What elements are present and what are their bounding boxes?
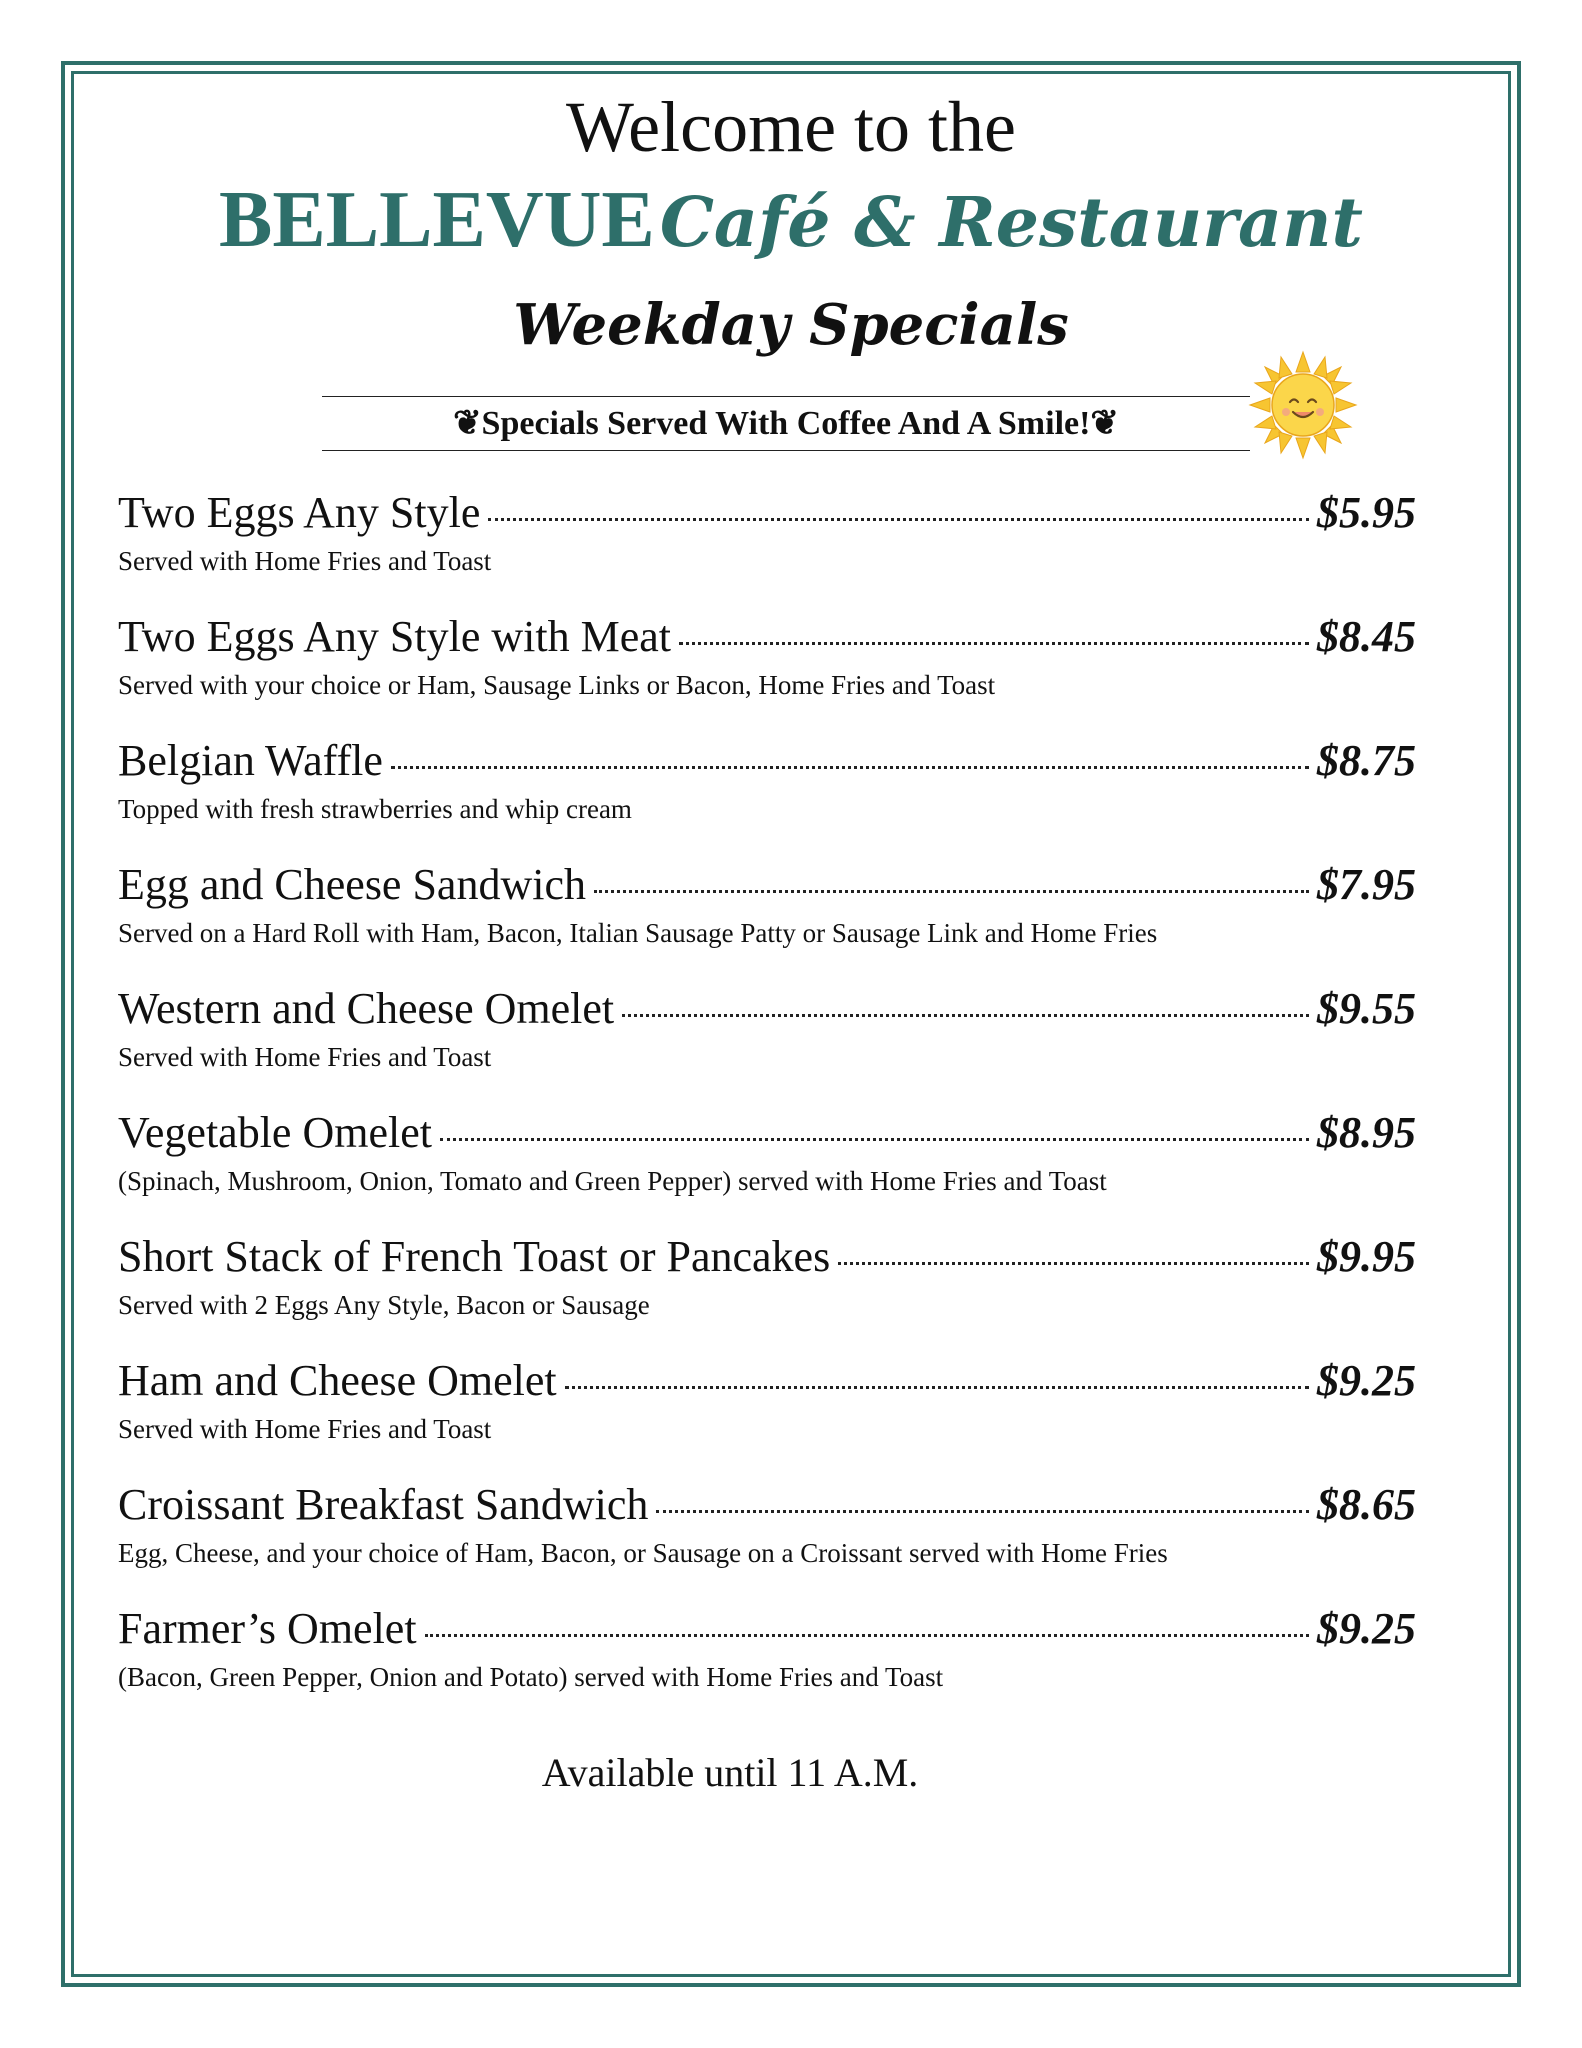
availability-note: Available until 11 A.M. bbox=[541, 1750, 919, 1795]
tagline-rule-bottom bbox=[322, 450, 1250, 451]
dot-leader bbox=[425, 1634, 1309, 1637]
menu-item-description: Topped with fresh strawberries and whip cream bbox=[118, 794, 632, 824]
menu-subtitle: Weekday Specials bbox=[513, 292, 1069, 358]
dot-leader bbox=[488, 518, 1309, 521]
brand-subname: Café & Restaurant bbox=[659, 183, 1363, 263]
menu-item-name: Vegetable Omelet bbox=[118, 1108, 432, 1157]
dot-leader bbox=[622, 1014, 1309, 1017]
restaurant-name bbox=[0, 170, 1582, 291]
menu-item-name: Western and Cheese Omelet bbox=[118, 984, 615, 1033]
menu-item-price: $9.95 bbox=[1317, 1232, 1416, 1281]
menu-item-price: $8.75 bbox=[1317, 736, 1416, 785]
menu-item bbox=[118, 978, 1416, 1102]
menu-item bbox=[118, 1102, 1416, 1226]
dot-leader bbox=[594, 890, 1309, 893]
menu-item-name: Croissant Breakfast Sandwich bbox=[118, 1480, 649, 1529]
welcome-heading: Welcome to the bbox=[565, 87, 1017, 167]
menu-item-description: Served with Home Fries and Toast bbox=[118, 1414, 492, 1444]
specials-list bbox=[118, 482, 1416, 1722]
menu-item bbox=[118, 1226, 1416, 1350]
menu-item-price: $9.55 bbox=[1317, 984, 1416, 1033]
menu-item-description: Egg, Cheese, and your choice of Ham, Bacon, or Sausage on a Croissant served with Home Fries bbox=[118, 1538, 1168, 1568]
menu-item-name: Short Stack of French Toast or Pancakes bbox=[118, 1232, 831, 1281]
menu-item bbox=[118, 606, 1416, 730]
menu-item-description: Served with Home Fries and Toast bbox=[118, 546, 492, 576]
menu-item-name: Ham and Cheese Omelet bbox=[118, 1356, 557, 1405]
dot-leader bbox=[656, 1510, 1309, 1513]
menu-item-description: (Bacon, Green Pepper, Onion and Potato) served with Home Fries and Toast bbox=[118, 1662, 944, 1692]
sun-icon bbox=[1248, 350, 1358, 460]
menu-item-name: Two Eggs Any Style bbox=[118, 488, 481, 537]
menu-item bbox=[118, 1350, 1416, 1474]
menu-item bbox=[118, 1474, 1416, 1598]
dot-leader bbox=[440, 1138, 1309, 1141]
dot-leader bbox=[565, 1386, 1309, 1389]
brand-name: BELLEVUE bbox=[219, 176, 655, 264]
menu-item-price: $8.95 bbox=[1317, 1108, 1416, 1157]
dot-leader bbox=[838, 1262, 1309, 1265]
dot-leader bbox=[391, 766, 1309, 769]
menu-item-price: $5.95 bbox=[1317, 488, 1416, 537]
menu-item-price: $8.65 bbox=[1317, 1480, 1416, 1529]
menu-item-name: Farmer’s Omelet bbox=[118, 1604, 417, 1653]
menu-item bbox=[118, 482, 1416, 606]
tagline: ❦Specials Served With Coffee And A Smile!❦ bbox=[453, 405, 1119, 442]
menu-item-price: $9.25 bbox=[1317, 1604, 1416, 1653]
menu-item-description: Served on a Hard Roll with Ham, Bacon, Italian Sausage Patty or Sausage Link and Home Fries bbox=[118, 918, 1158, 948]
menu-item bbox=[118, 730, 1416, 854]
tagline-rule-top bbox=[322, 396, 1250, 397]
menu-item-name: Two Eggs Any Style with Meat bbox=[118, 612, 672, 661]
menu-item bbox=[118, 854, 1416, 978]
menu-item-description: Served with 2 Eggs Any Style, Bacon or Sausage bbox=[118, 1290, 650, 1320]
menu-item-name: Egg and Cheese Sandwich bbox=[118, 860, 586, 909]
menu-item-description: (Spinach, Mushroom, Onion, Tomato and Green Pepper) served with Home Fries and Toast bbox=[118, 1166, 1107, 1196]
dot-leader bbox=[679, 642, 1309, 645]
menu-item-description: Served with your choice or Ham, Sausage Links or Bacon, Home Fries and Toast bbox=[118, 670, 996, 700]
menu-item-price: $9.25 bbox=[1317, 1356, 1416, 1405]
menu-item bbox=[118, 1598, 1416, 1722]
menu-item-price: $8.45 bbox=[1317, 612, 1416, 661]
menu-item-description: Served with Home Fries and Toast bbox=[118, 1042, 492, 1072]
menu-item-name: Belgian Waffle bbox=[118, 736, 383, 785]
menu-item-price: $7.95 bbox=[1317, 860, 1416, 909]
